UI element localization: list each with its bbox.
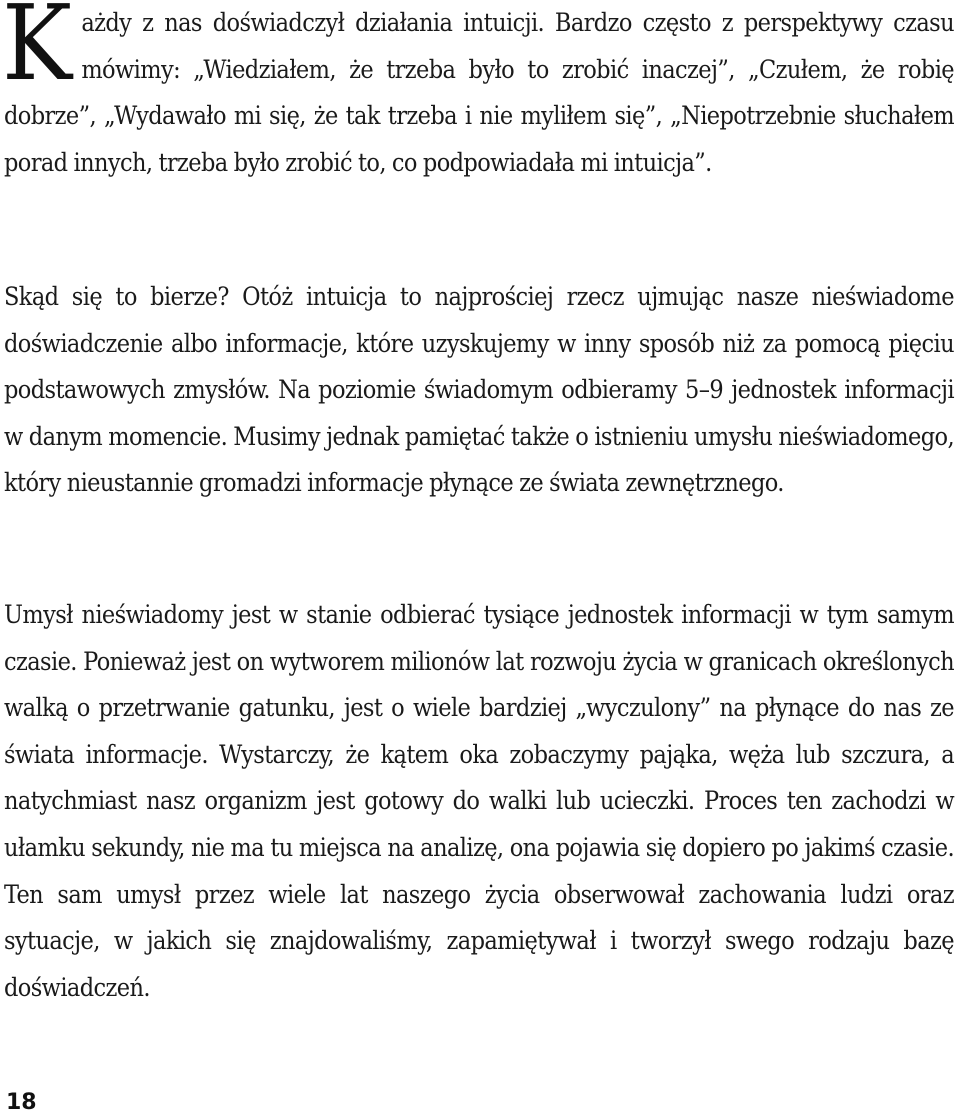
book-page: [4, 0, 954, 1118]
paragraph-2: Skąd się to bierze? Otóż intuicja to najprościej rzecz ujmując nasze nieświadome doświadczenie albo informacje, które uzyskujemy w inny sposób niż za pomocą pięciu podstawowych zmysłów. Na poziomie świadomym odbieramy 5–9 jednostek informacji w danym momencie. Musimy jednak pamiętać także o istnieniu umysłu nieświadomego, który nieustannie gromadzi informacje płynące ze świata zewnętrznego.: [4, 282, 954, 498]
page-number: 18: [6, 1090, 37, 1115]
paragraph-3: Umysł nieświadomy jest w stanie odbierać tysiące jednostek informacji w tym samym czasie. Ponieważ jest on wytworem milionów lat rozwoju życia w granicach określonych walką o przetrwanie gatunku, jest o wiele bardziej „wyczulony” na płynące do nas ze świata informacje. Wystarczy, że kątem oka zobaczymy pająka, węża lub szczura, a natychmiast nasz organizm jest gotowy do walki lub ucieczki. Proces ten zachodzi w ułamku sekundy, nie ma tu miejsca na analizę, ona pojawia się dopiero po jakimś czasie. Ten sam umysł przez wiele lat naszego życia obserwował zachowania ludzi oraz sytuacje, w jakich się znajdowaliśmy, zapamiętywał i tworzył swego rodzaju bazę doświadczeń.: [4, 600, 954, 1002]
paragraph-1: [4, 0, 954, 186]
paragraph-1-text: ażdy z nas doświadczył działania intuicji. Bardzo często z perspektywy czasu mówimy: „Wiedziałem, że trzeba było to zrobić inaczej”, „Czułem, że robię dobrze”, „Wydawało mi się, że tak trzeba i nie myliłem się”, „Niepotrzebnie słuchałem porad innych, trzeba było zrobić to, co podpowiadała mi intuicja”.: [4, 8, 954, 177]
drop-cap: K: [2, 0, 72, 104]
